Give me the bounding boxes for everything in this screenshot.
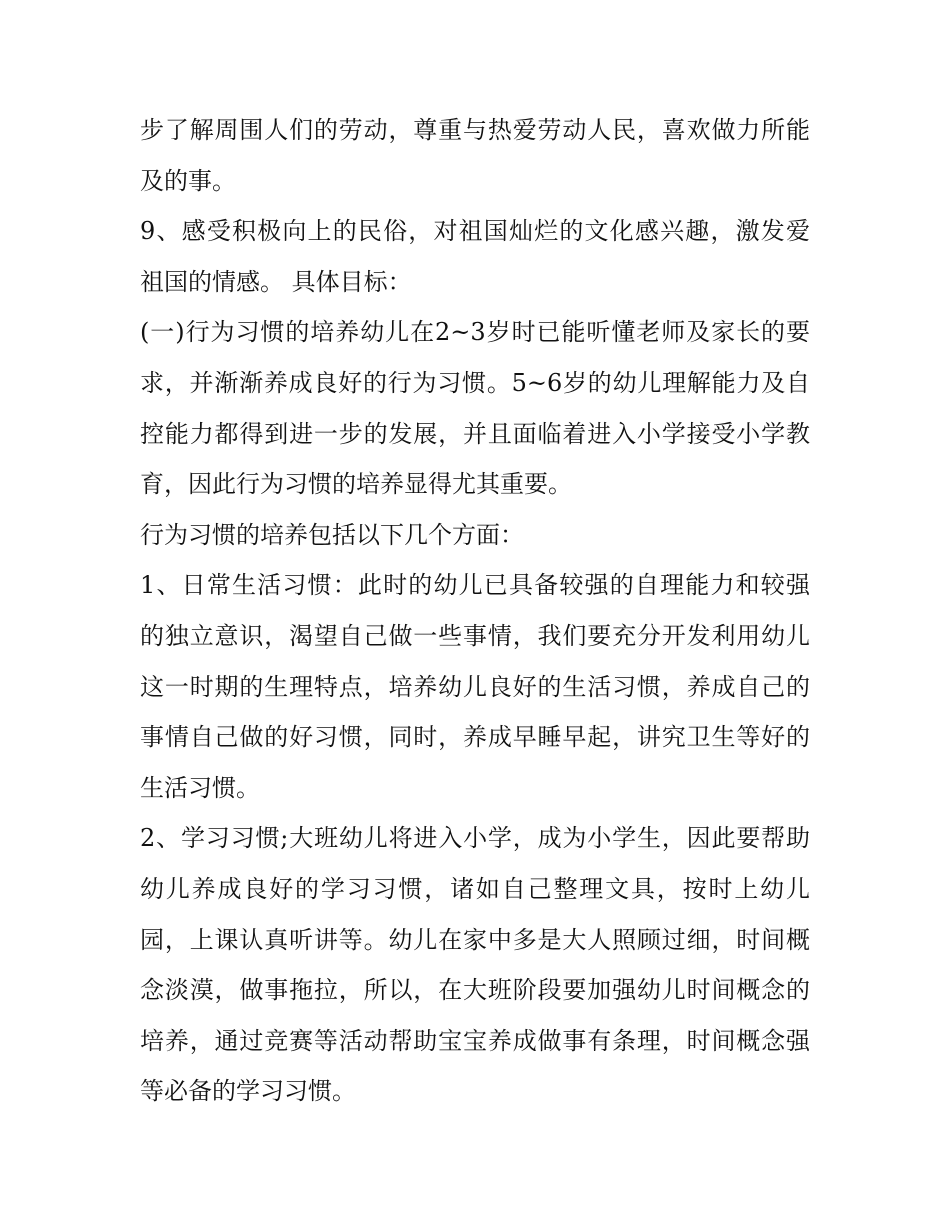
text-line: 2、学习习惯;大班幼儿将进入小学，成为小学生，因此要帮助	[140, 824, 810, 853]
text-line: 的独立意识，渴望自己做一些事情，我们要充分开发利用幼儿	[140, 621, 810, 650]
text-line: 及的事。	[140, 166, 236, 195]
text-line: 幼儿养成良好的学习习惯，诸如自己整理文具，按时上幼儿	[140, 874, 810, 903]
text-line: 园，上课认真听讲等。幼儿在家中多是大人照顾过细，时间概	[140, 925, 810, 954]
text-line: (一)行为习惯的培养幼儿在2~3岁时已能听懂老师及家长的要	[140, 318, 810, 347]
text-line: 生活习惯。	[140, 773, 260, 802]
document-body	[140, 105, 810, 1117]
text-line: 培养，通过竞赛等活动帮助宝宝养成做事有条理，时间概念强	[140, 1026, 810, 1055]
text-line: 步了解周围人们的劳动，尊重与热爱劳动人民，喜欢做力所能	[140, 116, 810, 144]
text-line: 念淡漠，做事拖拉，所以，在大班阶段要加强幼儿时间概念的	[140, 976, 810, 1005]
text-line: 求，并渐渐养成良好的行为习惯。5~6岁的幼儿理解能力及自	[140, 368, 810, 397]
text-line: 育，因此行为习惯的培养显得尤其重要。	[140, 470, 572, 499]
text-line: 这一时期的生理特点，培养幼儿良好的生活习惯，养成自己的	[140, 672, 810, 701]
text-line: 祖国的情感。 具体目标：	[140, 267, 412, 296]
text-line: 1、日常生活习惯：此时的幼儿已具备较强的自理能力和较强	[140, 571, 810, 600]
text-line: 控能力都得到进一步的发展，并且面临着进入小学接受小学教	[140, 419, 810, 448]
text-line: 等必备的学习习惯。	[140, 1077, 356, 1106]
text-line: 行为习惯的培养包括以下几个方面：	[140, 520, 524, 549]
text-line: 9、感受积极向上的民俗，对祖国灿烂的文化感兴趣，激发爱	[140, 217, 810, 246]
text-line: 事情自己做的好习惯，同时，养成早睡早起，讲究卫生等好的	[140, 723, 810, 752]
